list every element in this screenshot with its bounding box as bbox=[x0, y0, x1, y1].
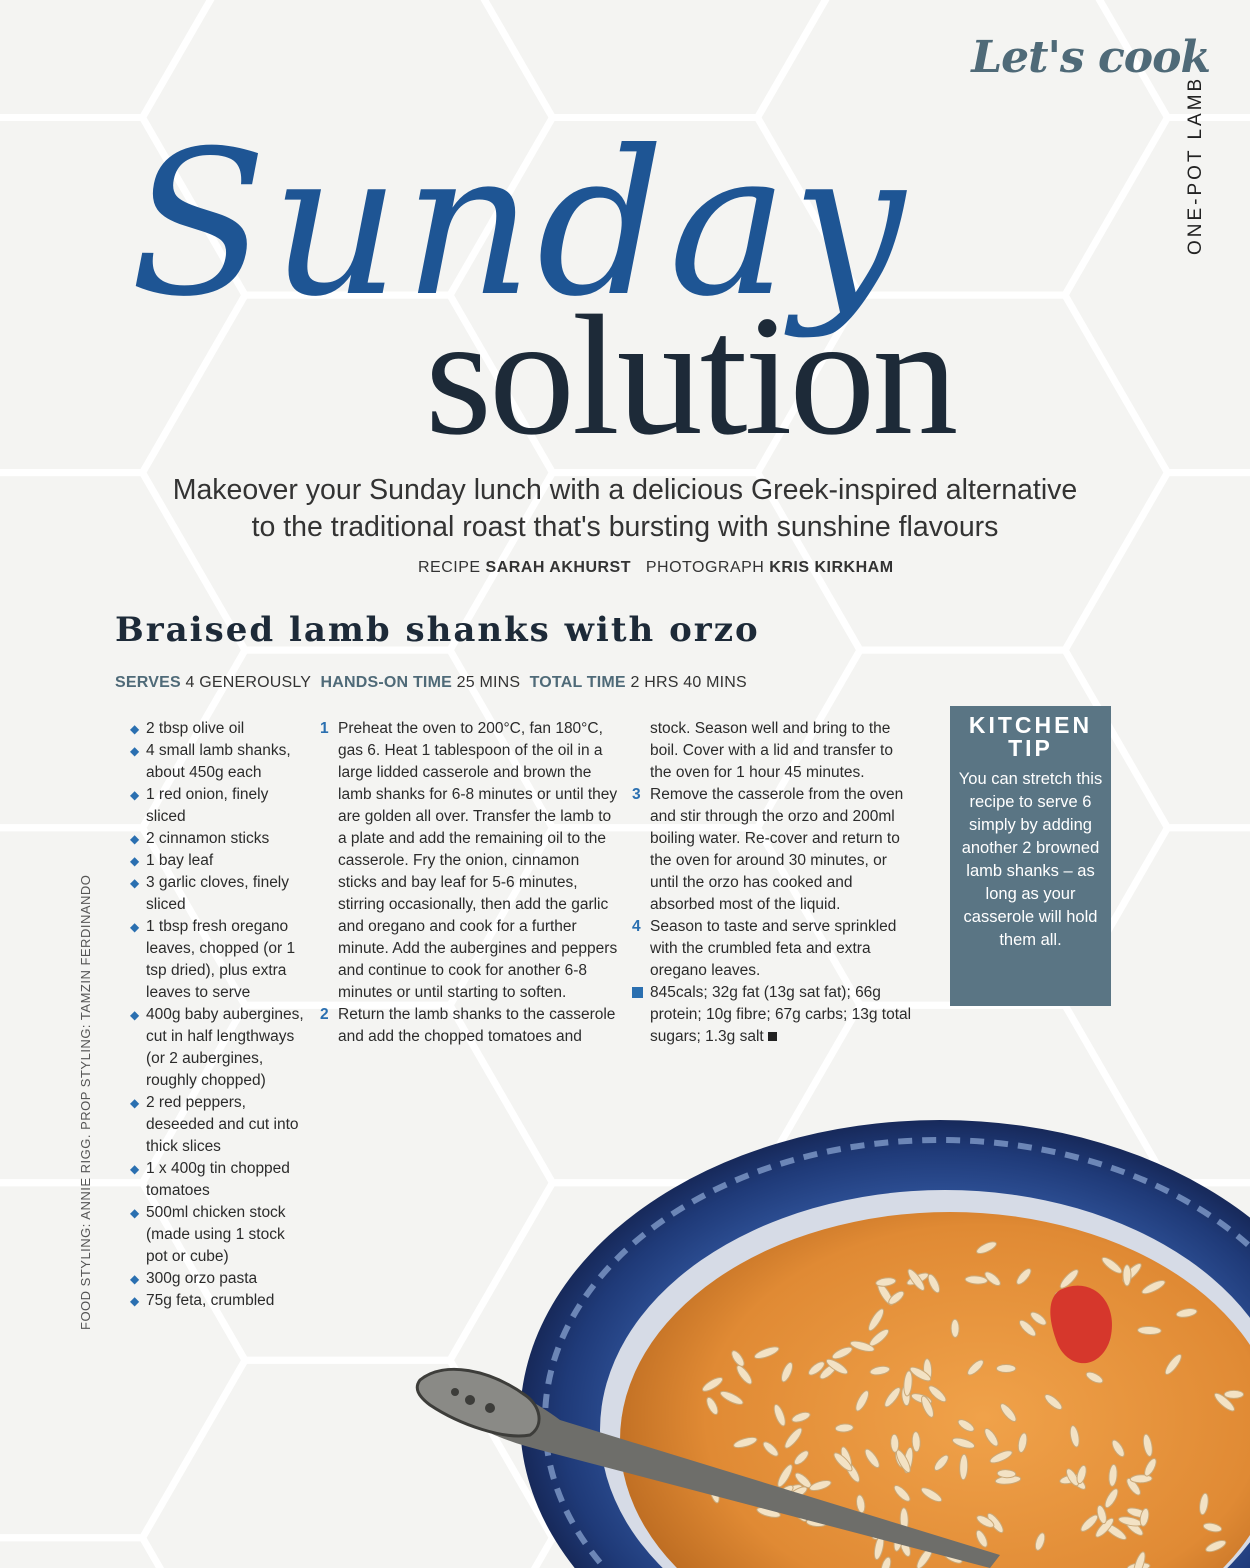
byline-recipe-label: RECIPE bbox=[418, 559, 481, 576]
brand-title: Let's cook bbox=[971, 32, 1210, 83]
diamond-bullet-icon: ◆ bbox=[130, 1162, 140, 1176]
ingredient-text: 1 bay leaf bbox=[146, 852, 214, 869]
diamond-bullet-icon: ◆ bbox=[130, 832, 140, 846]
step-number: 1 bbox=[320, 720, 329, 737]
kitchen-tip-text: You can stretch this recipe to serve 6 simply by adding another 2 browned lamb shanks – as long as your casserole will hold them all. bbox=[958, 770, 1103, 949]
section-label: ONE-POT LAMB bbox=[1185, 75, 1206, 255]
total-time-label: TOTAL TIME bbox=[529, 674, 626, 691]
serves-value: 4 GENEROUSLY bbox=[185, 674, 312, 691]
orzo-grain bbox=[1137, 1326, 1161, 1335]
nutrition-text: 845cals; 32g fat (13g sat fat); 66g protein; 10g fibre; 67g carbs; 13g total sugars; 1.3g salt bbox=[650, 984, 912, 1045]
diamond-bullet-icon: ◆ bbox=[130, 1096, 140, 1110]
diamond-bullet-icon: ◆ bbox=[130, 876, 140, 890]
total-time-value: 2 HRS 40 MINS bbox=[630, 674, 747, 691]
diamond-bullet-icon: ◆ bbox=[130, 744, 140, 758]
ingredient-text: 2 cinnamon sticks bbox=[146, 830, 270, 847]
standfirst-line: to the traditional roast that's bursting with sunshine flavours bbox=[251, 511, 999, 543]
method-step-2-continued: stock. Season well and bring to the boil. Cover with a lid and transfer to the oven for 1 hour 45 minutes. bbox=[650, 720, 893, 781]
ingredient-text: 2 tbsp olive oil bbox=[146, 720, 245, 737]
headline-serif-word: solution bbox=[425, 281, 956, 471]
styling-credits: FOOD STYLING: ANNIE RIGG. PROP STYLING: TAMZIN FERDINANDO bbox=[78, 874, 93, 1330]
handson-label: HANDS-ON TIME bbox=[320, 674, 452, 691]
serves-label: SERVES bbox=[115, 674, 181, 691]
ingredient-text: 400g baby aubergines, cut in half lengthways (or 2 aubergines, roughly chopped) bbox=[146, 1006, 304, 1089]
orzo-grain bbox=[951, 1319, 959, 1337]
tip-heading-line: KITCHEN bbox=[968, 712, 1093, 738]
step-number: 4 bbox=[632, 918, 641, 935]
byline-photo-label: PHOTOGRAPH bbox=[645, 559, 765, 576]
byline-recipe-name: SARAH AKHURST bbox=[485, 559, 631, 576]
orzo-grain bbox=[1224, 1390, 1243, 1398]
orzo-grain bbox=[1123, 1265, 1131, 1286]
ingredient-text: 3 garlic cloves, finely sliced bbox=[146, 874, 290, 913]
diamond-bullet-icon: ◆ bbox=[130, 1272, 140, 1286]
ingredient-text: 4 small lamb shanks, about 450g each bbox=[146, 742, 291, 781]
diamond-bullet-icon: ◆ bbox=[130, 788, 140, 802]
ingredient-text: 2 red peppers, deseeded and cut into thick slices bbox=[146, 1094, 299, 1155]
byline-photo-name: KRIS KIRKHAM bbox=[769, 559, 894, 576]
diamond-bullet-icon: ◆ bbox=[130, 1294, 140, 1308]
orzo-grain bbox=[996, 1365, 1015, 1373]
diamond-bullet-icon: ◆ bbox=[130, 854, 140, 868]
step-text: Remove the casserole from the oven and stir through the orzo and 200ml boiling water. Re-cover and return to the oven for around 30 minutes, or until the orzo has cooked and absorbed most of the liquid. bbox=[650, 786, 904, 913]
step-text: Return the lamb shanks to the casserole and add the chopped tomatoes and bbox=[338, 1006, 616, 1045]
step-text: Preheat the oven to 200°C, fan 180°C, gas 6. Heat 1 tablespoon of the oil in a large lidded casserole and brown the lamb shanks for 6-8 minutes or until they are golden all over. Transfer the lamb to a plate and add the remaining oil to the casserole. Fry the onion, cinnamon sticks and bay leaf for 5-6 minutes, stirring occasionally, then add the garlic and oregano and cook for a further minute. Add the aubergines and peppers and continue to cook for another 6-8 minutes or until starting to soften. bbox=[338, 720, 618, 1001]
tip-heading-line: TIP bbox=[1008, 735, 1053, 761]
step-text: Season to taste and serve sprinkled with the crumbled feta and extra oregano leaves. bbox=[650, 918, 897, 979]
handson-value: 25 MINS bbox=[456, 674, 521, 691]
standfirst-line: Makeover your Sunday lunch with a delicious Greek-inspired alternative bbox=[172, 474, 1078, 506]
diamond-bullet-icon: ◆ bbox=[130, 1206, 140, 1220]
step-number: 2 bbox=[320, 1006, 329, 1023]
ingredient-text: 1 x 400g tin chopped tomatoes bbox=[146, 1160, 290, 1199]
recipe-title: Braised lamb shanks with orzo bbox=[115, 610, 760, 650]
ingredient-text: 500ml chicken stock (made using 1 stock pot or cube) bbox=[146, 1204, 286, 1265]
diamond-bullet-icon: ◆ bbox=[130, 1008, 140, 1022]
diamond-bullet-icon: ◆ bbox=[130, 920, 140, 934]
headline-script-word: Sunday bbox=[130, 108, 909, 341]
step-number: 3 bbox=[632, 786, 641, 803]
ingredient-text: 75g feta, crumbled bbox=[146, 1292, 275, 1309]
ingredient-text: 1 tbsp fresh oregano leaves, chopped (or 1 tsp dried), plus extra leaves to serve bbox=[146, 918, 296, 1001]
ingredient-text: 1 red onion, finely sliced bbox=[146, 786, 269, 825]
diamond-bullet-icon: ◆ bbox=[130, 722, 140, 736]
ingredient-text: 300g orzo pasta bbox=[146, 1270, 258, 1287]
